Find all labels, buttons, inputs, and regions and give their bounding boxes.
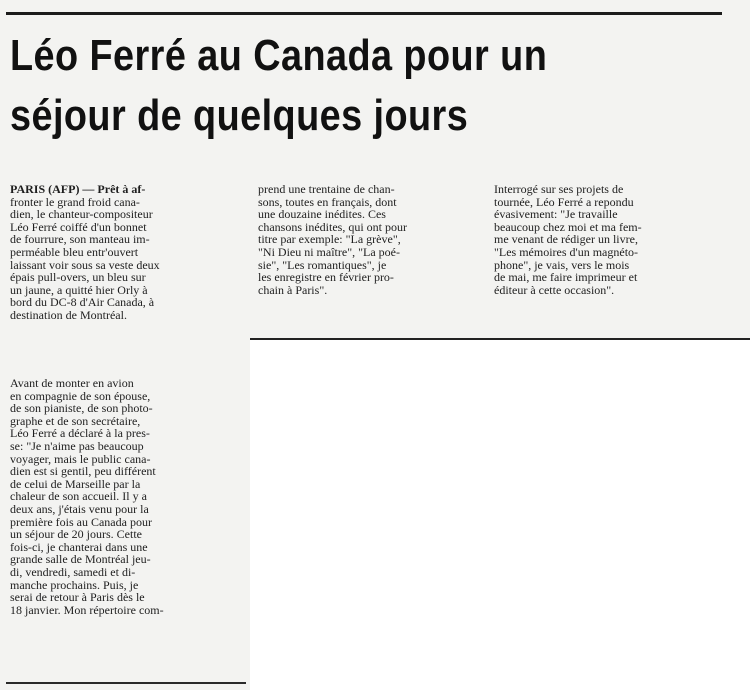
- bottom-rule: [6, 682, 246, 684]
- column-1-text-1: fronter le grand froid cana- dien, le chanteur-compositeur Léo Ferré coiffé d'un bonnet de fourrure, son manteau im- perméable bleu entr'ouvert laissant voir sous sa veste deux épais pull-overs, un bleu sur un jaune, a quitté hier Orly à bord du DC-8 d'Air Canada, à destination de Montréal.: [10, 194, 160, 322]
- column-2-paragraph: prend une trentaine de chan- sons, toutes en français, dont une douzaine inédites. Ces chansons inédites, qui ont pour titre par exemple: "La grève", "Ni Dieu ni maître", "La poé- sie", "Les romantiques", je les enregistre en février pro- chain à Paris".: [258, 182, 407, 297]
- headline-line-2: séjour de quelques jours: [10, 91, 469, 140]
- column-1-paragraph-1: [10, 183, 242, 322]
- blank-area: [250, 340, 750, 690]
- headline: [10, 26, 612, 146]
- headline-line-1: Léo Ferré au Canada pour un: [10, 31, 548, 80]
- column-1-paragraph-2: Avant de monter en avion en compagnie de son épouse, de son pianiste, de son photo- graphe et de son secrétaire, Léo Ferré a déclaré à la pres- se: "Je n'aime pas beaucoup voyager, mais le public cana- dien est si gentil, peu différent de celui de Marseille par la chaleur de son accueil. Il y a deux ans, j'étais venu pour la première fois au Canada pour un séjour de 20 jours. Cette fois-ci, je chanterai dans une grande salle de Montréal jeu- di, vendredi, samedi et di- manche prochains. Puis, je serai de retour à Paris dès le 18 janvier. Mon répertoire com-: [10, 376, 164, 617]
- top-rule: [6, 12, 722, 15]
- column-3-paragraph: Interrogé sur ses projets de tournée, Léo Ferré a repondu évasivement: "Je travaille beaucoup chez moi et ma fem- me venant de rédiger un livre, "Les mémoires d'un magnéto- phone", je vais, vers le mois de mai, me faire imprimeur et éditeur à cette occasion".: [494, 182, 642, 297]
- dateline: PARIS (AFP) — Prêt à af-: [10, 182, 146, 196]
